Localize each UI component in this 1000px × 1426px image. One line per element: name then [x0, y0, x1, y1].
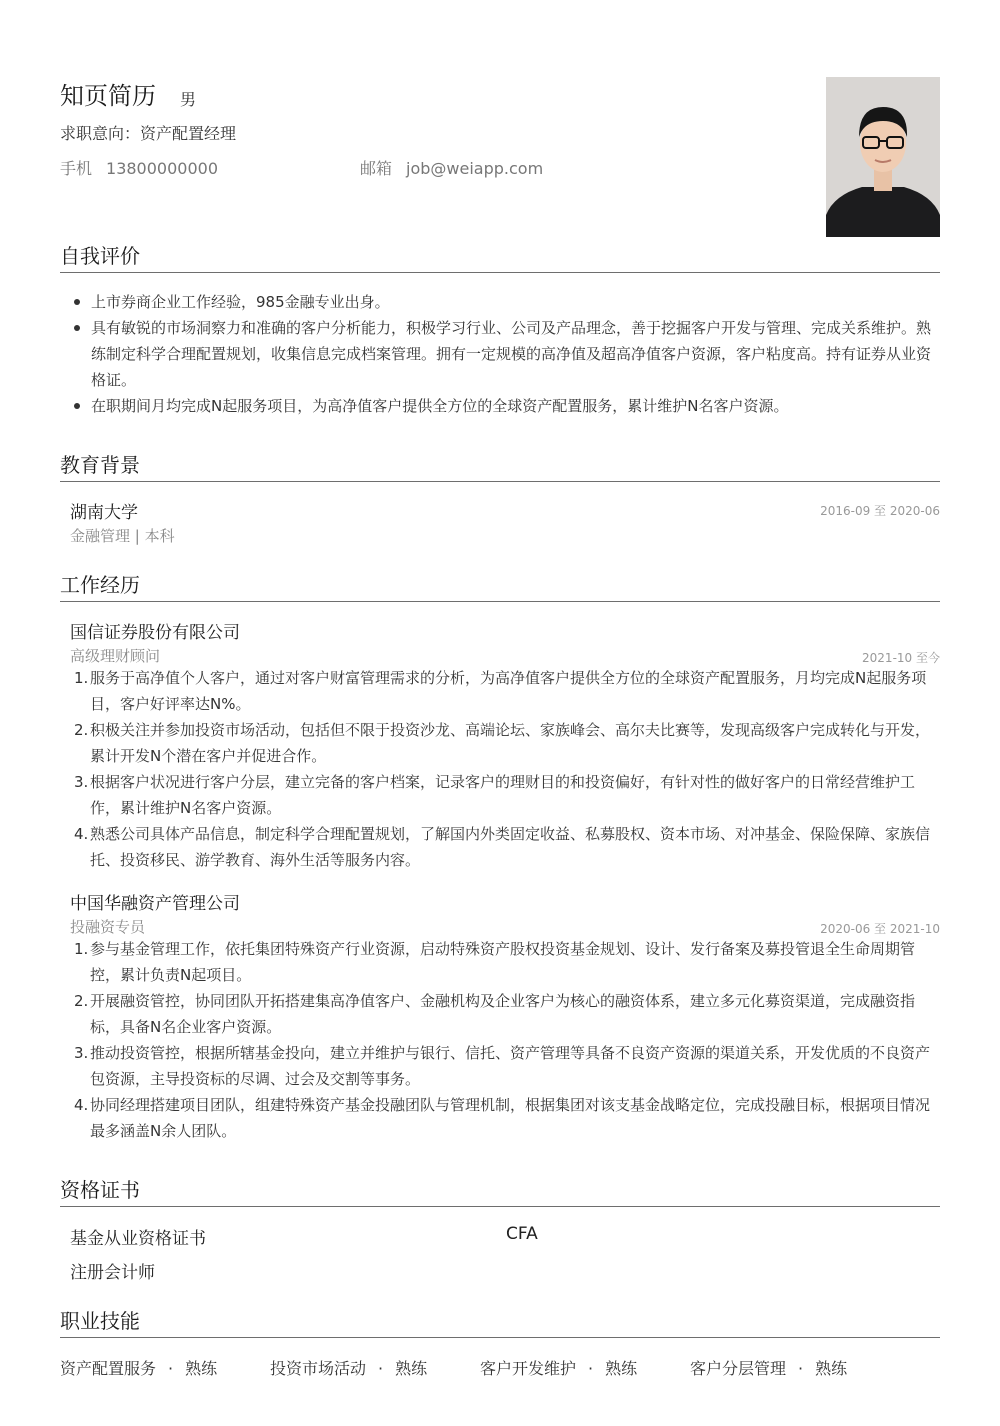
job-date: 2021-10 至今 [862, 651, 940, 665]
school-name: 湖南大学 [70, 503, 138, 523]
cert-item: 注册会计师 [70, 1263, 155, 1283]
skill-name: 客户分层管理 [690, 1359, 787, 1378]
separator-dot: · [588, 1359, 594, 1378]
list-item: 上市券商企业工作经验，985金融专业出身。 [60, 289, 940, 315]
duty-text: 熟悉公司具体产品信息，制定科学合理配置规划，了解国内外类固定收益、私募股权、资本市场、对冲基金、保险保障、家族信托、投资移民、游学教育、海外生活等服务内容。 [90, 825, 931, 869]
list-item [60, 665, 940, 717]
list-item [60, 1092, 940, 1144]
separator-dot: · [798, 1359, 804, 1378]
list-item [60, 936, 940, 988]
divider [60, 1337, 940, 1338]
skill-name: 资产配置服务 [60, 1359, 157, 1378]
education-date: 2016-09 至 2020-06 [820, 504, 940, 518]
list-item [60, 769, 940, 821]
duty-text: 开展融资管控，协同团队开拓搭建集高净值客户、金融机构及企业客户为核心的融资体系，建立多元化募资渠道，完成融资指标，具备N名企业客户资源。 [90, 992, 916, 1036]
skill-level: 熟练 [395, 1359, 428, 1378]
email-label: 邮箱 [360, 159, 393, 178]
duty-text: 参与基金管理工作，依托集团特殊资产行业资源，启动特殊资产股权投资基金规划、设计、发行备案及募投管退全生命周期管控，累计负责N起项目。 [90, 940, 916, 984]
company-name: 国信证券股份有限公司 [70, 623, 240, 643]
skill-item [480, 1356, 637, 1379]
skill-item [690, 1356, 847, 1379]
divider [60, 601, 940, 602]
cert-item: 基金从业资格证书 [70, 1229, 206, 1249]
list-number: 2. [74, 721, 89, 739]
candidate-name: 知页简历 [60, 82, 156, 110]
list-item [60, 1040, 940, 1092]
list-number: 2. [74, 992, 89, 1010]
section-title-work: 工作经历 [60, 573, 140, 597]
duty-text: 积极关注并参加投资市场活动，包括但不限于投资沙龙、高端论坛、家族峰会、高尔夫比赛等，发现高级客户完成转化与开发，累计开发N个潜在客户并促进合作。 [90, 721, 931, 765]
profile-photo [826, 77, 940, 237]
phone-contact [60, 156, 218, 179]
candidate-gender: 男 [180, 90, 197, 109]
list-item: 具有敏锐的市场洞察力和准确的客户分析能力，积极学习行业、公司及产品理念，善于挖掘客户开发与管理、完成关系维护。熟练制定科学合理配置规划，收集信息完成档案管理。拥有一定规模的高净值及超高净值客户资源，客户粘度高。持有证券从业资格证。 [60, 315, 940, 393]
list-item: 在职期间月均完成N起服务项目，为高净值客户提供全方位的全球资产配置服务，累计维护N名客户资源。 [60, 393, 940, 419]
list-number: 3. [74, 773, 89, 791]
duty-text: 服务于高净值个人客户，通过对客户财富管理需求的分析，为高净值客户提供全方位的全球资产配置服务，月均完成N起服务项目，客户好评率达N%。 [90, 669, 927, 713]
skill-item [270, 1356, 427, 1379]
skill-level: 熟练 [605, 1359, 638, 1378]
list-number: 4. [74, 1096, 89, 1114]
list-item [60, 717, 940, 769]
section-title-self-eval: 自我评价 [60, 244, 140, 268]
divider [60, 481, 940, 482]
job-duties-list [60, 665, 940, 873]
list-item [60, 821, 940, 873]
email-contact [360, 156, 543, 179]
skill-level: 熟练 [815, 1359, 848, 1378]
job-date: 2020-06 至 2021-10 [820, 922, 940, 936]
skill-name: 投资市场活动 [270, 1359, 367, 1378]
section-title-skills: 职业技能 [60, 1309, 140, 1333]
job-duties-list [60, 936, 940, 1144]
person-photo-icon [826, 77, 940, 237]
duty-text: 协同经理搭建项目团队，组建特殊资产基金投融团队与管理机制，根据集团对该支基金战略定位，完成投融目标，根据项目情况最多涵盖N余人团队。 [90, 1096, 931, 1140]
section-title-certs: 资格证书 [60, 1178, 140, 1202]
skill-level: 熟练 [185, 1359, 218, 1378]
separator-dot: · [378, 1359, 384, 1378]
job-intent-value: 资产配置经理 [140, 124, 237, 143]
job-role: 投融资专员 [70, 918, 146, 936]
skill-item [60, 1356, 217, 1379]
self-eval-list [60, 289, 940, 419]
job-role: 高级理财顾问 [70, 647, 161, 665]
job-intent [60, 121, 236, 144]
section-title-education: 教育背景 [60, 453, 140, 477]
list-item [60, 988, 940, 1040]
cert-item: CFA [506, 1224, 538, 1244]
education-major: 金融管理 | 本科 [70, 527, 175, 545]
duty-text: 根据客户状况进行客户分层，建立完备的客户档案，记录客户的理财目的和投资偏好，有针对性的做好客户的日常经营维护工作，累计维护N名客户资源。 [90, 773, 916, 817]
list-number: 1. [74, 669, 89, 687]
phone-label: 手机 [60, 159, 93, 178]
duty-text: 推动投资管控，根据所辖基金投向，建立并维护与银行、信托、资产管理等具备不良资产资源的渠道关系，开发优质的不良资产包资源，主导投资标的尽调、过会及交割等事务。 [90, 1044, 931, 1088]
divider [60, 1206, 940, 1207]
email-value: job@weiapp.com [406, 159, 544, 178]
phone-value: 13800000000 [106, 159, 218, 178]
company-name: 中国华融资产管理公司 [70, 894, 240, 914]
list-number: 1. [74, 940, 89, 958]
list-number: 4. [74, 825, 89, 843]
list-number: 3. [74, 1044, 89, 1062]
skill-name: 客户开发维护 [480, 1359, 577, 1378]
separator-dot: · [168, 1359, 174, 1378]
job-intent-label: 求职意向： [60, 124, 141, 143]
divider [60, 272, 940, 273]
